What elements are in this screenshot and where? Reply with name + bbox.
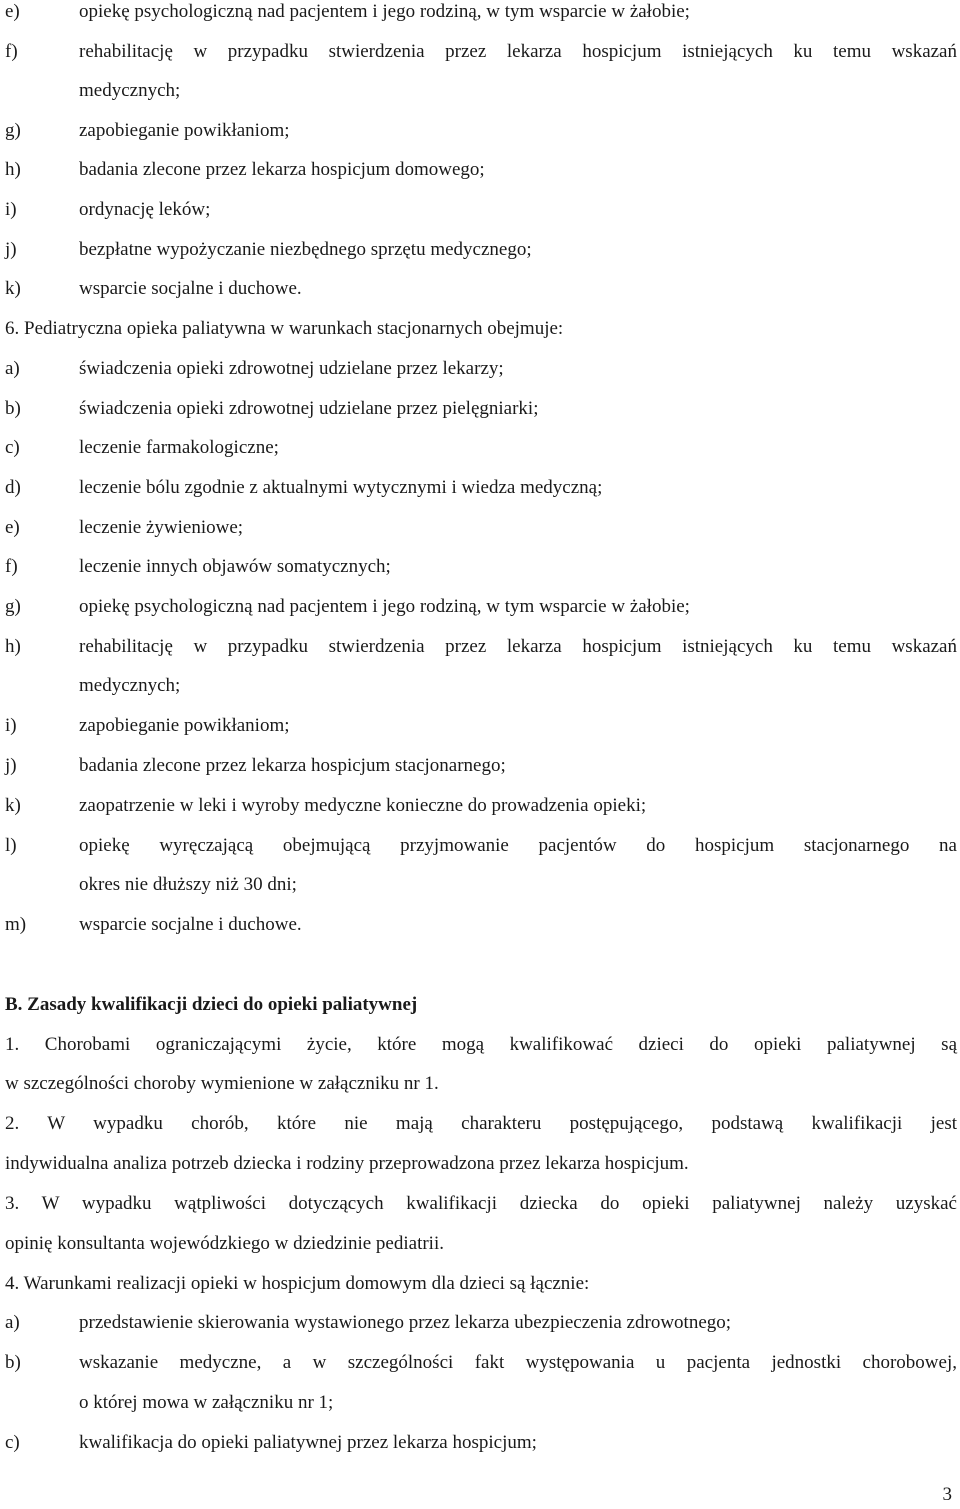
list-text: leczenie farmakologiczne; bbox=[79, 437, 279, 458]
list-label: e) bbox=[5, 1, 20, 22]
list-label: e) bbox=[5, 517, 20, 538]
list-text: opiekę psychologiczną nad pacjentem i jego rodziną, w tym wsparcie w żałobie; bbox=[79, 596, 690, 617]
paragraph-text: 6. Pediatryczna opieka paliatywna w warunkach stacjonarnych obejmuje: bbox=[5, 318, 564, 339]
list-label: h) bbox=[5, 159, 21, 180]
list-text: rehabilitację w przypadku stwierdzenia przez lekarza hospicjum istniejących ku temu wskazań bbox=[79, 636, 957, 657]
list-label: f) bbox=[5, 41, 18, 62]
list-text: przedstawienie skierowania wystawionego przez lekarza ubezpieczenia zdrowotnego; bbox=[79, 1312, 732, 1333]
list-label: l) bbox=[5, 835, 17, 856]
paragraph-line: 3. W wypadku wątpliwości dotyczących kwalifikacji dziecka do opieki paliatywnej należy uzyskać bbox=[5, 1193, 957, 1214]
list-label: j) bbox=[5, 755, 17, 776]
list-text: ordynację leków; bbox=[79, 199, 211, 220]
list-label: a) bbox=[5, 358, 20, 379]
paragraph-line: 1. Chorobami ograniczającymi życie, które mogą kwalifikować dzieci do opieki paliatywnej są bbox=[5, 1034, 957, 1055]
list-text: medycznych; bbox=[79, 80, 181, 101]
paragraph-line: indywidualna analiza potrzeb dziecka i rodziny przeprowadzona przez lekarza hospicjum. bbox=[5, 1153, 689, 1174]
list-text: wsparcie socjalne i duchowe. bbox=[79, 278, 302, 299]
list-label: h) bbox=[5, 636, 21, 657]
page-number: 3 bbox=[942, 1484, 952, 1505]
list-text: rehabilitację w przypadku stwierdzenia przez lekarza hospicjum istniejących ku temu wskazań bbox=[79, 41, 957, 62]
list-label: b) bbox=[5, 1352, 21, 1373]
paragraph-line: opinię konsultanta wojewódzkiego w dziedzinie pediatrii. bbox=[5, 1233, 444, 1254]
list-text: zaopatrzenie w leki i wyroby medyczne konieczne do prowadzenia opieki; bbox=[79, 795, 647, 816]
list-label: a) bbox=[5, 1312, 20, 1333]
paragraph-line: 4. Warunkami realizacji opieki w hospicjum domowym dla dzieci są łącznie: bbox=[5, 1273, 590, 1294]
list-text: leczenie żywieniowe; bbox=[79, 517, 244, 538]
list-text: medycznych; bbox=[79, 675, 181, 696]
list-label: g) bbox=[5, 596, 21, 617]
list-label: f) bbox=[5, 556, 18, 577]
list-label: g) bbox=[5, 120, 21, 141]
list-label: k) bbox=[5, 278, 21, 299]
list-text: kwalifikacja do opieki paliatywnej przez lekarza hospicjum; bbox=[79, 1432, 537, 1453]
paragraph-line: 2. W wypadku chorób, które nie mają charakteru postępującego, podstawą kwalifikacji jest bbox=[5, 1113, 957, 1134]
list-text: badania zlecone przez lekarza hospicjum stacjonarnego; bbox=[79, 755, 506, 776]
list-label: c) bbox=[5, 437, 20, 458]
list-text: okres nie dłuższy niż 30 dni; bbox=[79, 874, 297, 895]
list-text: leczenie bólu zgodnie z aktualnymi wytycznymi i wiedza medyczną; bbox=[79, 477, 603, 498]
list-text: świadczenia opieki zdrowotnej udzielane przez lekarzy; bbox=[79, 358, 504, 379]
list-text: wskazanie medyczne, a w szczególności fakt występowania u pacjenta jednostki chorobowej, bbox=[79, 1352, 957, 1373]
list-label: i) bbox=[5, 199, 17, 220]
list-text: bezpłatne wypożyczanie niezbędnego sprzętu medycznego; bbox=[79, 239, 532, 260]
heading-text: B. Zasady kwalifikacji dzieci do opieki paliatywnej bbox=[5, 994, 418, 1015]
list-text: opiekę psychologiczną nad pacjentem i jego rodziną, w tym wsparcie w żałobie; bbox=[79, 1, 690, 22]
list-label: b) bbox=[5, 398, 21, 419]
list-text: wsparcie socjalne i duchowe. bbox=[79, 914, 302, 935]
list-text: leczenie innych objawów somatycznych; bbox=[79, 556, 391, 577]
list-label: k) bbox=[5, 795, 21, 816]
list-label: i) bbox=[5, 715, 17, 736]
list-label: c) bbox=[5, 1432, 20, 1453]
list-text: zapobieganie powikłaniom; bbox=[79, 715, 290, 736]
list-text: świadczenia opieki zdrowotnej udzielane przez pielęgniarki; bbox=[79, 398, 539, 419]
list-text: opiekę wyręczającą obejmującą przyjmowanie pacjentów do hospicjum stacjonarnego na bbox=[79, 835, 957, 856]
list-text: badania zlecone przez lekarza hospicjum domowego; bbox=[79, 159, 485, 180]
list-text: o której mowa w załączniku nr 1; bbox=[79, 1392, 334, 1413]
list-label: j) bbox=[5, 239, 17, 260]
list-label: d) bbox=[5, 477, 21, 498]
paragraph-line: w szczególności choroby wymienione w załączniku nr 1. bbox=[5, 1073, 439, 1094]
list-label: m) bbox=[5, 914, 27, 935]
list-text: zapobieganie powikłaniom; bbox=[79, 120, 290, 141]
